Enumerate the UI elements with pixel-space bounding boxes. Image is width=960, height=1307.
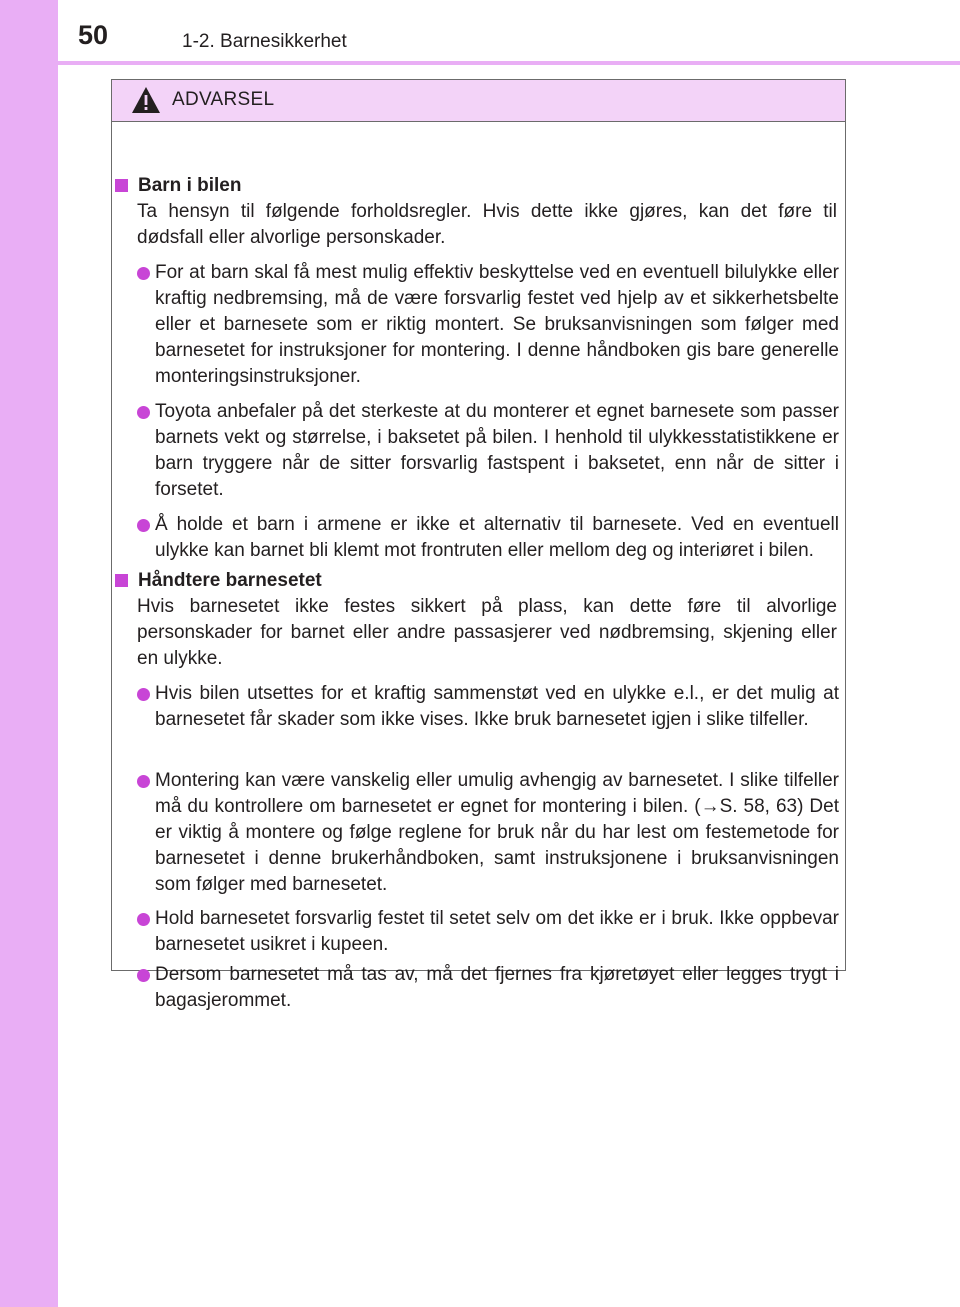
page-header (58, 0, 960, 62)
header-divider (58, 61, 960, 65)
list-item-text: Å holde et barn i armene er ikke et alternativ til barnesete. Ved en eventuell ulykke kan barnet bli klemt mot frontruten eller mellom deg og interiøret i bilen. (155, 514, 839, 561)
section-heading-text: Barn i bilen (138, 175, 242, 196)
circle-bullet-icon (137, 913, 150, 926)
list-item-text: Montering kan være vanskelig eller umulig avhengig av barnesetet. I slike tilfeller må du kontrollere om barnesetet er egnet for montering i bilen. (→S. 58, 63) Det er viktig å montere og følge reglene for bruk når du har lest om festemetode for barnesetet i denne brukerhåndboken, samt instruksjonene i bruksanvisningen som følger med barnesetet. (155, 770, 839, 895)
list-item-text: Hvis bilen utsettes for et kraftig sammenstøt ved en ulykke e.l., er det mulig at barnesetet får skader som ikke vises. Ikke bruk barnesetet igjen i slike tilfeller. (155, 683, 839, 730)
warning-triangle-icon (131, 86, 161, 114)
list-item (137, 512, 839, 564)
section-intro: Hvis barnesetet ikke festes sikkert på plass, kan dette føre til alvorlige personskader for barnet eller andre passasjerer ved nødbremsing, skjening eller en ulykke. (137, 596, 837, 669)
section-barn-i-bilen (112, 173, 241, 199)
warning-header (112, 80, 845, 122)
circle-bullet-icon (137, 775, 150, 788)
warning-box (111, 79, 846, 1011)
list-item-text: Hold barnesetet forsvarlig festet til setet selv om det ikke er i bruk. Ikke oppbevar barnesetet usikret i kupeen. (155, 908, 839, 955)
list-item (137, 399, 839, 503)
list-item (137, 260, 839, 390)
list-item (137, 681, 839, 733)
page-number: 50 (78, 20, 109, 50)
circle-bullet-icon (137, 267, 150, 280)
section-title: 1-2. Barnesikkerhet (182, 31, 347, 52)
circle-bullet-icon (137, 688, 150, 701)
square-bullet-icon (115, 574, 128, 587)
section-heading (112, 568, 322, 594)
section-handtere-barnesetet (112, 568, 322, 594)
square-bullet-icon (115, 179, 128, 192)
list-item (137, 962, 839, 1014)
circle-bullet-icon (137, 519, 150, 532)
warning-label: ADVARSEL (172, 89, 275, 110)
list-item-text: Dersom barnesetet må tas av, må det fjernes fra kjøretøyet eller legges trygt i bagasjerommet. (155, 964, 839, 1011)
section-heading-text: Håndtere barnesetet (138, 570, 322, 591)
list-item-text: Toyota anbefaler på det sterkeste at du monterer et egnet barnesete som passer barnets vekt og størrelse, i baksetet på bilen. I henhold til ulykkesstatistikkene er barn tryggere når de sitter forsvarlig fastspent i baksetet, enn når de sitter i forsetet. (155, 401, 839, 500)
list-item (137, 906, 839, 958)
circle-bullet-icon (137, 406, 150, 419)
circle-bullet-icon (137, 969, 150, 982)
section-intro: Ta hensyn til følgende forholdsregler. Hvis dette ikke gjøres, kan det føre til dødsfall eller alvorlige personskader. (137, 201, 837, 248)
section-heading (112, 173, 241, 199)
side-color-strip (0, 0, 58, 1307)
list-item-text: For at barn skal få mest mulig effektiv beskyttelse ved en eventuell bilulykke eller kraftig nedbremsing, må de være forsvarlig festet ved hjelp av et sikkerhetsbelte eller et barnesete som er riktig montert. Se bruksanvisningen som følger med barnesetet for instruksjoner for montering. I denne håndboken gis bare generelle monteringsinstruksjoner. (155, 262, 839, 387)
list-item (137, 768, 839, 898)
